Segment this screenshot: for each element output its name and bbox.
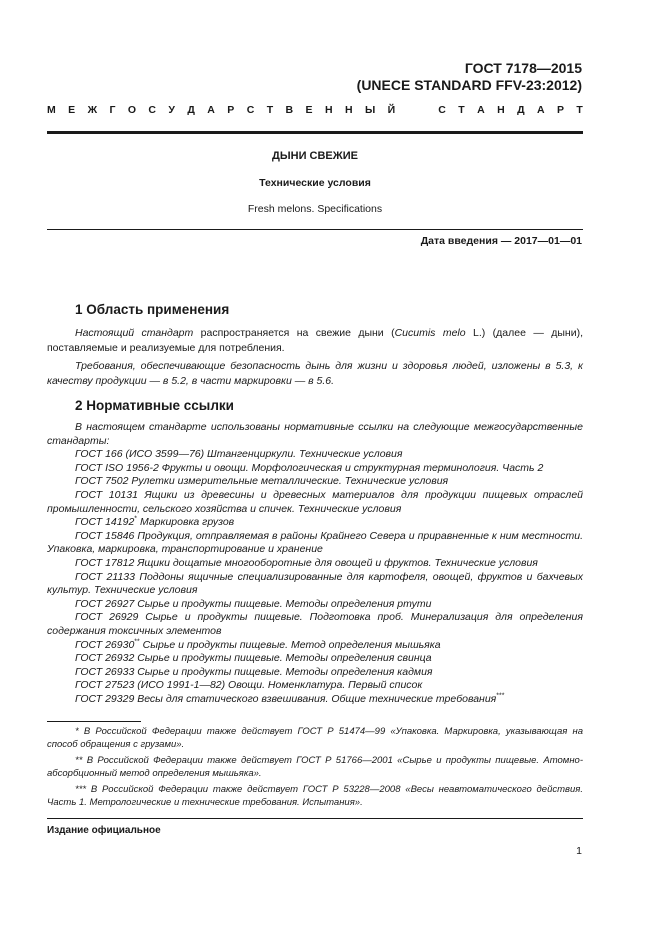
reference-item — [47, 530, 583, 557]
footer-rule — [47, 818, 583, 819]
reference-item — [47, 679, 583, 693]
banner-letter: М — [47, 104, 56, 116]
reference-text: ГОСТ 166 (ИСО 3599—76) Штангенциркули. Технические условия — [75, 448, 403, 461]
reference-text: ГОСТ 26930 — [75, 638, 135, 651]
reference-item — [47, 489, 583, 516]
standard-code: ГОСТ 7178—2015 — [464, 60, 582, 76]
reference-item — [47, 475, 583, 489]
reference-text: ГОСТ 26927 Сырье и продукты пищевые. Методы определения ртути — [75, 597, 432, 610]
section-1-heading: 1 Область применения — [75, 302, 230, 317]
banner-letter: Е — [68, 104, 76, 116]
reference-text: ГОСТ ISO 1956-2 Фрукты и овощи. Морфологическая и структурная терминология. Часть 2 — [75, 461, 544, 474]
reference-item — [47, 652, 583, 666]
reference-text: ГОСТ 7502 Рулетки измерительные металлические. Технические условия — [75, 475, 449, 488]
reference-text: ГОСТ 29329 Весы для статического взвешивания. Общие технические требования — [75, 692, 497, 705]
footnote: *** В Российской Федерации также действует ГОСТ Р 53228—2008 «Весы неавтоматического действия. Часть 1. Метрологические и технические требования. Испытания». — [47, 784, 583, 808]
banner-letter: Н — [324, 104, 333, 116]
reference-text: ГОСТ 21133 Поддоны ящичные специализированные для картофеля, овощей, фруктов и бахчевых культур. Технические условия — [47, 570, 583, 597]
reference-text: Сырье и продукты пищевые. Метод определения мышьяка — [139, 638, 441, 651]
page-number: 1 — [576, 845, 582, 857]
reference-text: ГОСТ 14192 — [75, 516, 135, 529]
text-run: распространяется на свежие дыни ( — [193, 327, 395, 339]
reference-text: ГОСТ 26932 Сырье и продукты пищевые. Методы определения свинца — [75, 652, 432, 665]
reference-text: Маркировка грузов — [137, 516, 235, 529]
footnote: ** В Российской Федерации также действует ГОСТ Р 51766—2001 «Сырье и продукты пищевые. Атомно-абсорбционный метод определения мышьяка». — [47, 755, 583, 779]
banner-letter: А — [536, 104, 545, 116]
banner-letter: Г — [109, 104, 116, 116]
footnote-rule — [47, 721, 141, 722]
standard-code-block — [357, 60, 582, 94]
banner-letter: Р — [556, 104, 564, 116]
document-title: ДЫНИ СВЕЖИЕ — [272, 150, 358, 162]
banner-letter: Е — [305, 104, 313, 116]
interstate-standard-banner — [47, 104, 583, 116]
normative-references — [47, 421, 583, 706]
reference-item — [47, 462, 583, 476]
banner-letter: У — [168, 104, 175, 116]
banner-letter: Н — [344, 104, 353, 116]
header-rule — [47, 131, 583, 134]
footnote: * В Российской Федерации также действует ГОСТ Р 51474—99 «Упаковка. Маркировка, указывающая на способ обращения с грузами». — [47, 726, 583, 750]
unece-code: (UNECE STANDARD FFV-23:2012) — [356, 77, 582, 93]
text-run: L.) (далее — дыни), поставляемые и реализуемые для потребления. — [47, 327, 584, 354]
english-title: Fresh melons. Specifications — [247, 203, 383, 215]
footnote-marker: ** — [134, 638, 140, 645]
banner-letter: Й — [387, 104, 396, 116]
official-edition-label: Издание официальное — [47, 825, 161, 836]
section-1-body — [47, 326, 583, 388]
banner-letter: Д — [187, 104, 195, 116]
reference-item — [47, 639, 583, 653]
footnotes — [47, 725, 583, 812]
text-run: Cucumis melo — [394, 327, 466, 339]
reference-text: ГОСТ 27523 (ИСО 1991-1—82) Овощи. Номенклатура. Первый список — [75, 679, 423, 692]
banner-letter: Ы — [364, 104, 376, 116]
banner-letter: С — [148, 104, 157, 116]
reference-item — [47, 611, 583, 638]
document-subtitle: Технические условия — [259, 177, 371, 189]
reference-item — [47, 448, 583, 462]
banner-letter: В — [285, 104, 294, 116]
banner-letter: С — [246, 104, 255, 116]
reference-text: ГОСТ 26929 Сырье и продукты пищевые. Подготовка проб. Минерализация для определения содержания токсичных элементов — [47, 611, 583, 637]
reference-item — [47, 516, 583, 530]
section-2-heading: 2 Нормативные ссылки — [75, 398, 234, 413]
banner-letter: О — [127, 104, 137, 116]
reference-item — [47, 666, 583, 680]
reference-text: ГОСТ 26933 Сырье и продукты пищевые. Методы определения кадмия — [75, 665, 433, 678]
title-rule — [47, 229, 583, 230]
reference-item — [47, 693, 583, 707]
reference-text: ГОСТ 10131 Ящики из древесины и древесных материалов для продукции пищевых отраслей промышленности, сельского хозяйства и спичек. Технические условия — [47, 488, 583, 515]
footnote-marker: * — [134, 515, 138, 523]
banner-letter: Ж — [87, 104, 98, 116]
banner-letter: А — [477, 104, 485, 116]
introduction-date: Дата введения — 2017—01—01 — [420, 235, 582, 247]
banner-letter: Т — [576, 104, 583, 116]
banner-letter: Т — [266, 104, 274, 116]
banner-letter: Р — [227, 104, 235, 116]
section-1-paragraph-1 — [47, 326, 583, 355]
banner-letter — [423, 104, 426, 116]
text-run: Настоящий стандарт — [75, 327, 194, 339]
reference-item — [47, 598, 583, 612]
references-intro: В настоящем стандарте использованы нормативные ссылки на следующие межгосударственные стандарты: — [47, 421, 583, 447]
footnote-marker: *** — [496, 692, 505, 700]
banner-letter: Т — [458, 104, 465, 116]
reference-text: ГОСТ 17812 Ящики дощатые многооборотные для овощей и фруктов. Технические условия — [75, 556, 538, 569]
banner-letter: С — [438, 104, 446, 116]
reference-item — [47, 557, 583, 571]
banner-letter: Д — [517, 104, 525, 116]
section-1-paragraph-2: Требования, обеспечивающие безопасность дынь для жизни и здоровья людей, изложены в 5.3, к качеству продукции — в 5.2, в части маркировки — в 5.6. — [47, 360, 583, 387]
reference-text: ГОСТ 15846 Продукция, отправляемая в районы Крайнего Севера и приравненные к ним местности. Упаковка, маркировка, транспортирование и хранение — [47, 529, 583, 556]
banner-letter: Н — [497, 104, 505, 116]
banner-letter — [408, 104, 411, 116]
banner-letter: А — [207, 104, 215, 116]
reference-item — [47, 571, 583, 598]
